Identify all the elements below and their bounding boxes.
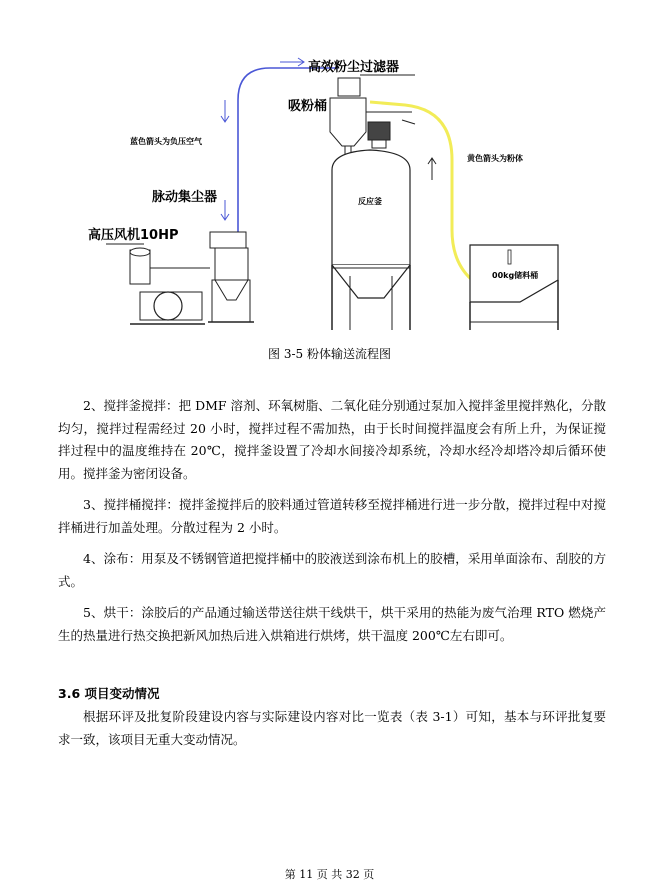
collector-body — [215, 248, 248, 300]
storage-label: 00kg储料桶 — [492, 271, 539, 280]
filter-label: 高效粉尘过滤器 — [308, 60, 400, 75]
fan-label: 高压风机10HP — [88, 228, 179, 243]
reactor-cone — [332, 265, 410, 298]
hopper-label: 吸粉桶 — [288, 99, 328, 114]
collector-label: 脉动集尘器 — [152, 190, 218, 205]
reactor-vessel — [332, 150, 410, 265]
blue-note-label: 蓝色箭头为负压空气 — [130, 137, 202, 146]
yellow-arrow-2 — [402, 120, 415, 124]
section-body: 根据环评及批复阶段建设内容与实际建设内容对比一览表（表 3-1）可知，基本与环评批复要求一致，该项目无重大变动情况。 — [58, 709, 606, 747]
paragraph-drying: 5、烘干：涂胶后的产品通过输送带送往烘干线烘干，烘干采用的热能为废气治理 RTO 燃烧产生的热量进行热交换把新风加热后进入烘箱进行烘烤，烘干温度 200℃左右即可。 — [58, 605, 606, 643]
reactor-label: 反应釜 — [358, 197, 382, 206]
yellow-note-label: 黄色箭头为粉体 — [467, 154, 523, 163]
reactor-motor-base — [372, 140, 386, 148]
reactor-motor — [368, 122, 390, 140]
flow-diagram-svg — [60, 40, 620, 340]
hopper-body — [330, 98, 366, 146]
paragraph-mixing-bucket: 3、搅拌桶搅拌：搅拌釜搅拌后的胶料通过管道转移至搅拌桶进行进一步分散，搅拌过程中对搅拌桶进行加盖处理。分散过程为 2 小时。 — [58, 497, 606, 535]
blue-arrow-3 — [280, 58, 304, 66]
paragraph-mixing-kettle: 2、搅拌釜搅拌：把 DMF 溶剂、环氧树脂、二氧化硅分别通过泵加入搅拌釜里搅拌熟化，分散均匀，搅拌过程需经过 20 小时，搅拌过程不需加热，由于长时间搅拌温度会有所上升，为保证搅拌过程中的温度维持在 20℃，搅拌釜设置了冷却水间接冷却系统，冷却水经冷却塔冷却后循环使用。搅拌釜为密闭设备。 — [58, 398, 606, 481]
section-heading: 3.6 项目变动情况 — [58, 686, 160, 701]
page-footer: 第 11 页 共 32 页 — [284, 868, 375, 881]
fan-cap — [130, 248, 150, 256]
yellow-arrow-1 — [428, 158, 436, 180]
blue-arrow-2 — [221, 200, 229, 220]
paragraph-coating: 4、涂布：用泵及不锈钢管道把搅拌桶中的胶液送到涂布机上的胶槽，采用单面涂布、刮胶的方式。 — [58, 551, 606, 589]
figure-caption: 图 3-5 粉体输送流程图 — [268, 347, 391, 361]
blue-arrow-1 — [221, 100, 229, 122]
powder-conveying-flow-diagram — [60, 40, 620, 340]
collector-top — [210, 232, 246, 248]
filter-body — [338, 78, 360, 96]
fan-blower — [154, 292, 182, 320]
storage-sight-glass — [508, 250, 511, 264]
